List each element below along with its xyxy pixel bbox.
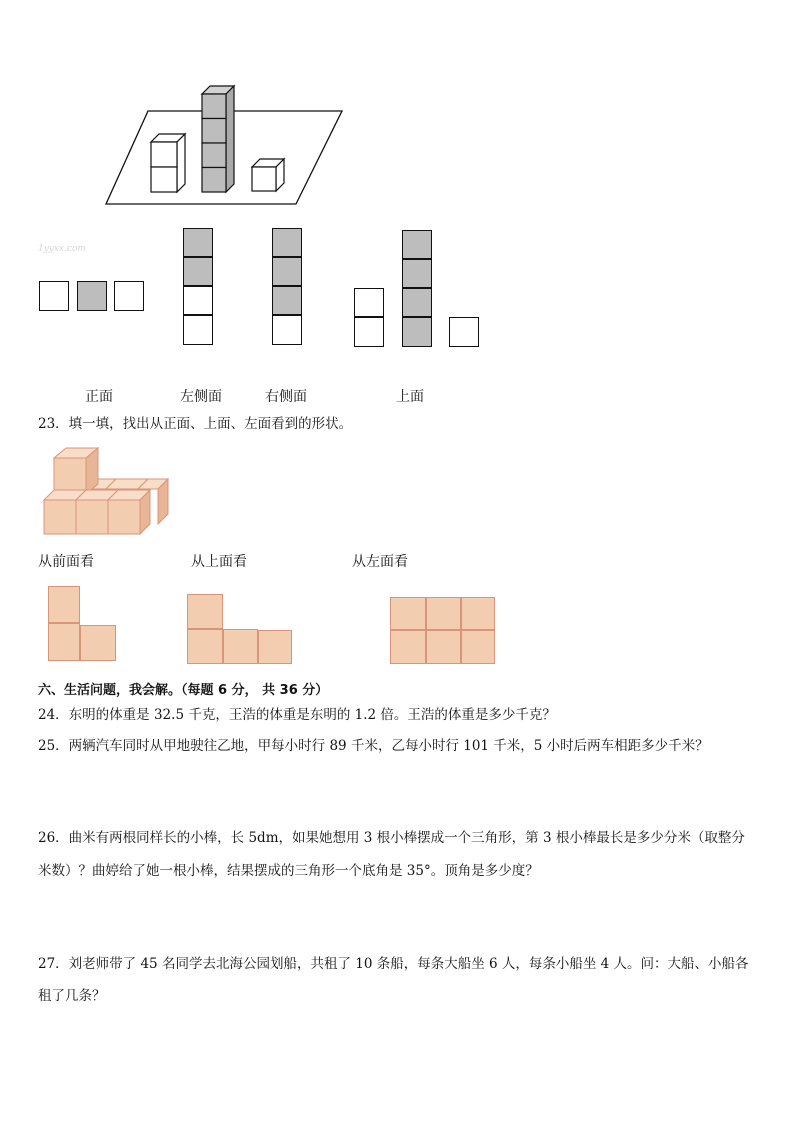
question-25: 25．两辆汽车同时从甲地驶往乙地，甲每小时行 89 千米，乙每小时行 101 千米，5 小时后两车相距多少千米？ [38, 738, 709, 754]
question-26-line-1: 26．曲米有两根同样长的小棒，长 5dm，如果她想用 3 根小棒摆成一个三角形，第 3 根小棒最长是多少分米（取整分 [38, 830, 745, 846]
view-label-top: 上面 [396, 389, 424, 405]
view-label-front: 正面 [85, 389, 113, 405]
question-23: 23．填一填，找出从正面、上面、左面看到的形状。 [38, 416, 353, 432]
q23-label-top: 从上面看 [191, 554, 247, 570]
cubes-on-plane-figure [0, 80, 360, 210]
section-6-heading: 六、生活问题，我会解。（每题 6 分， 共 36 分） [38, 683, 329, 698]
watermark: 1yyxx.com [38, 244, 86, 254]
question-27-line-2: 租了几条？ [38, 988, 106, 1004]
question-26-line-2: 米数）？曲婷给了她一根小棒，结果摆成的三角形一个底角是 35°。顶角是多少度？ [38, 863, 539, 879]
question-27-line-1: 27．刘老师带了 45 名同学去北海公园划船，共租了 10 条船，每条大船坐 6 人，每条小船坐 4 人。问：大船、小船各 [38, 956, 749, 972]
question-24: 24．东明的体重是 32.5 千克，王浩的体重是东明的 1.2 倍。王浩的体重是多少千克？ [38, 707, 556, 723]
q23-label-left: 从左面看 [352, 554, 408, 570]
view-label-left-side: 左侧面 [180, 389, 222, 405]
peach-cubes-figure [40, 442, 174, 538]
q23-label-front: 从前面看 [38, 554, 94, 570]
view-label-right-side: 右侧面 [265, 389, 307, 405]
